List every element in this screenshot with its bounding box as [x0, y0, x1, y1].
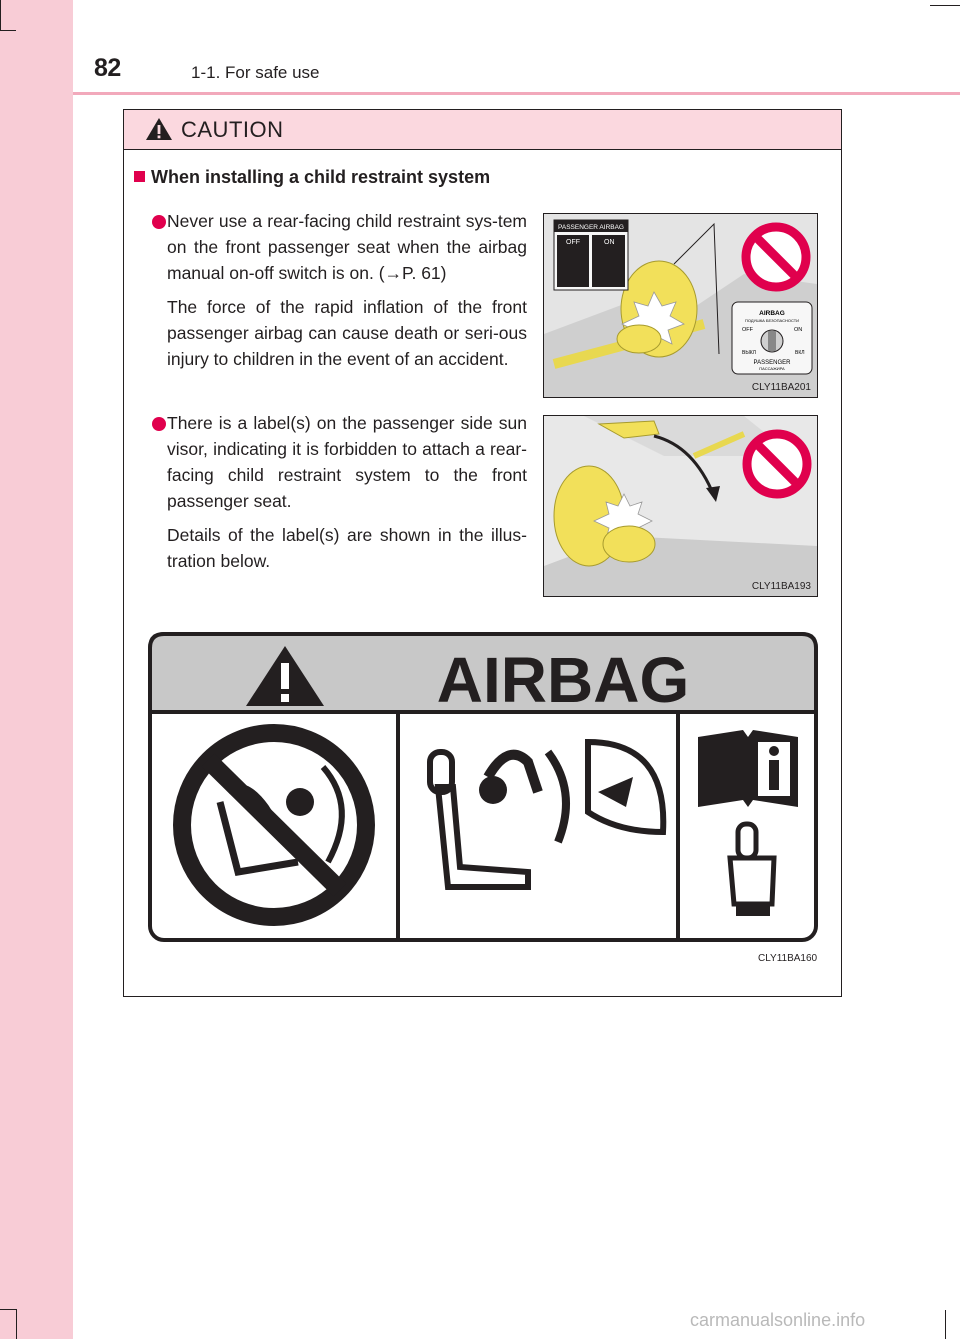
- crop-mark: [930, 5, 960, 6]
- crop-mark: [0, 0, 1, 30]
- page-number: 82: [94, 54, 121, 82]
- illustration-sun-visor-label: [543, 415, 818, 597]
- switch-title: AIRBAG: [759, 310, 785, 317]
- switch-on-ru: ВКЛ: [795, 350, 805, 356]
- crop-mark: [0, 30, 16, 31]
- subheading-text: When installing a child restraint system: [151, 167, 491, 187]
- panel-title: PASSENGER AIRBAG: [558, 224, 624, 231]
- switch-subtitle: ПОДУШКА БЕЗОПАСНОСТИ: [744, 318, 800, 323]
- bullet-2-note: Details of the label(s) are shown in the illus-tration below.: [167, 525, 527, 571]
- header-rule: [73, 92, 960, 95]
- illustration-code: CLY11BA193: [751, 581, 811, 592]
- prohibition-icon: [747, 434, 807, 494]
- bullet-icon: [152, 215, 166, 229]
- page-margin-band: [0, 0, 73, 1339]
- airbag-switch-panel: [732, 302, 812, 374]
- illustration-airbag-switch: [543, 213, 818, 398]
- switch-off-ru: ВЫКЛ: [742, 350, 756, 356]
- caution-box: [123, 109, 842, 997]
- car-interior-illustration: [544, 416, 817, 596]
- airbag-warning-label: [148, 632, 818, 942]
- car-interior-illustration: [544, 214, 817, 397]
- bullet-1-note: The force of the rapid inflation of the front passenger airbag can cause death or seri-ous injury to children in the event of an accident.: [167, 297, 527, 369]
- switch-off: OFF: [742, 327, 753, 333]
- switch-passenger-ru: ПАССАЖИРА: [759, 366, 785, 371]
- bullet-1-text: Never use a rear-facing child restraint sys-tem on the front passenger seat when the airbag manual on-off switch is on. (→P. 61): [167, 211, 527, 283]
- crop-mark: [0, 1309, 16, 1310]
- book-info-icon: [698, 730, 798, 807]
- subheading: [134, 167, 490, 188]
- switch-on: ON: [794, 327, 803, 333]
- prohibition-icon: [746, 227, 806, 287]
- bullet-2-text: There is a label(s) on the passenger side sun visor, indicating it is forbidden to attach a rear-facing child restraint system to the front passenger seat.: [167, 413, 527, 511]
- panel-off: OFF: [566, 239, 580, 246]
- no-rear-facing-seat-icon: [182, 733, 366, 917]
- bullet-icon: [152, 417, 166, 431]
- passenger-airbag-panel: [554, 220, 628, 290]
- warning-triangle-icon: [145, 117, 173, 141]
- square-bullet-icon: [134, 171, 145, 182]
- panel-on: ON: [604, 239, 615, 246]
- switch-passenger: PASSENGER: [753, 360, 791, 366]
- airbag-label-title: AIRBAG: [436, 644, 690, 716]
- caution-header: [124, 110, 841, 150]
- crop-mark: [16, 1309, 17, 1339]
- watermark: carmanualsonline.info: [690, 1310, 866, 1330]
- caution-label: CAUTION: [181, 117, 284, 142]
- illustration-code: CLY11BA201: [751, 382, 811, 393]
- section-title: 1-1. For safe use: [191, 63, 320, 82]
- label-code: CLY11BA160: [758, 953, 818, 964]
- crop-mark: [945, 1310, 946, 1339]
